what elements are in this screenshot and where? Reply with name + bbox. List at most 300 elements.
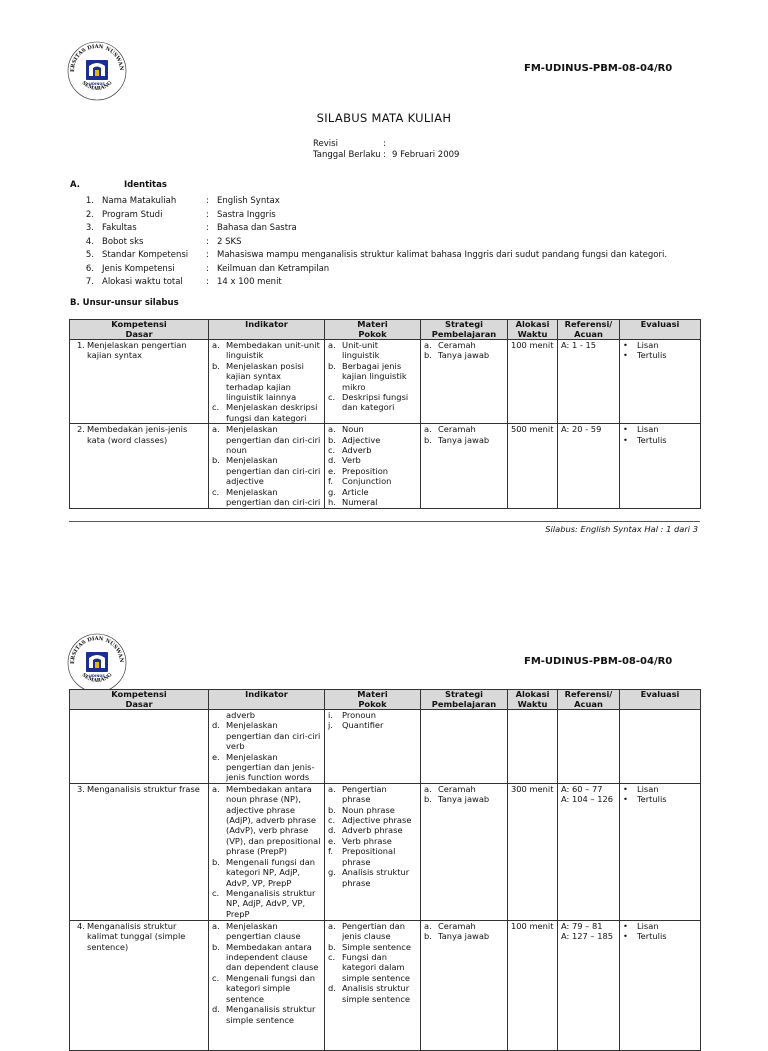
list-text: Ceramah [438, 783, 476, 794]
strategi-cell [421, 920, 508, 1050]
revisi-sep: : [383, 139, 386, 149]
list-text: Preposition [342, 465, 389, 476]
list-text: Adjective phrase [342, 815, 412, 826]
document-number: FM-UDINUS-PBM-08-04/R0 [524, 63, 673, 74]
identitas-label: Standar Kompetensi [102, 250, 189, 260]
svg-text:UDINUS: UDINUS [89, 82, 105, 86]
list-text: Tertulis [637, 931, 667, 942]
evaluasi-cell [620, 340, 701, 424]
header-text: Materi [357, 319, 388, 329]
indikator-continued: adverb [226, 710, 256, 720]
header-text: Indikator [245, 319, 288, 329]
list-text: Fungsi dan kategori dalam simple sentence [342, 952, 410, 983]
list-text: Lisan [637, 920, 659, 931]
kompetensi-cell [70, 424, 209, 508]
table-header-row [70, 690, 701, 710]
list-item [328, 340, 417, 361]
identitas-sep: : [206, 223, 209, 233]
list-text: Quantifier [342, 720, 384, 731]
list-text: Noun [342, 424, 364, 435]
list-text: Menganalisis struktur simple sentence [226, 1004, 316, 1025]
evaluasi-cell [620, 424, 701, 508]
list-text: Pengertian phrase [342, 783, 387, 805]
list-text: Analisis struktur simple sentence [342, 983, 410, 1004]
kompetensi-number: 4. [77, 920, 85, 931]
list-text: Verb phrase [342, 835, 392, 846]
kompetensi-item [73, 921, 205, 952]
header-text: Evaluasi [640, 319, 680, 329]
tanggal-sep: : [383, 150, 386, 160]
identitas-value: 2 SKS [217, 236, 242, 247]
bullet-icon: • [623, 920, 628, 931]
svg-text:UDINUS: UDINUS [89, 674, 105, 678]
list-item [328, 466, 417, 476]
list-text: Menjelaskan pengertian dan ciri-ciri [226, 486, 321, 508]
indikator-list [212, 424, 321, 507]
list-text: Tertulis [637, 350, 667, 361]
alokasi-cell: 100 menit [508, 920, 558, 1050]
list-marker: g. [328, 867, 336, 878]
bullet-icon: • [623, 350, 628, 361]
list-item [212, 857, 321, 888]
referensi-cell [558, 424, 620, 508]
identitas-value: English Syntax [217, 196, 280, 206]
list-marker: c. [328, 815, 336, 826]
list-text: Menjelaskan pengertian dan ciri-ciri adjective [226, 455, 321, 487]
referensi-entry: A: 60 – 77 [561, 783, 603, 794]
materi-list [328, 921, 417, 1004]
list-item [328, 846, 417, 867]
list-marker: a. [212, 424, 220, 435]
evaluasi-list [623, 340, 697, 361]
tanggal-line [313, 149, 459, 161]
list-item [328, 392, 417, 413]
list-marker: a. [212, 783, 220, 794]
revisi-label: Revisi [313, 139, 338, 149]
list-marker: a. [424, 424, 432, 435]
table-header-cell [325, 320, 421, 340]
identitas-sep: : [206, 236, 209, 247]
identitas-sep: : [206, 277, 209, 287]
kompetensi-cell [70, 783, 209, 920]
materi-cell [325, 424, 421, 508]
kompetensi-cell [70, 710, 209, 784]
list-item [212, 942, 321, 973]
list-marker: b. [328, 434, 336, 445]
list-item [328, 805, 417, 815]
header-text: Alokasi [515, 689, 550, 699]
svg-text:SEMARANG: SEMARANG [80, 672, 114, 684]
identitas-label: Bobot sks [102, 236, 144, 247]
list-marker: a. [212, 340, 220, 350]
identitas-number: 2. [85, 209, 94, 220]
header-text: Acuan [574, 328, 603, 339]
list-marker: b. [328, 360, 336, 371]
list-marker: d. [328, 825, 336, 836]
list-text: Simple sentence [342, 941, 411, 952]
header-text: Waktu [517, 328, 548, 339]
kompetensi-number: 1. [77, 340, 85, 350]
list-marker: f. [328, 846, 333, 857]
identitas-number: 7. [85, 277, 94, 287]
list-marker: a. [328, 424, 336, 435]
header-text: Referensi/ [564, 319, 613, 329]
identitas-value: Keilmuan dan Ketrampilan [217, 263, 330, 274]
header-text: Kompetensi [111, 689, 167, 699]
list-item [623, 784, 697, 794]
list-marker: e. [328, 835, 336, 846]
list-item [328, 487, 417, 497]
list-text: Tanya jawab [438, 931, 490, 942]
kompetensi-item [73, 784, 205, 794]
identitas-number: 3. [85, 223, 94, 233]
indikator-cell [209, 340, 325, 424]
list-item [424, 794, 504, 804]
identitas-label: Jenis Kompetensi [102, 263, 175, 274]
table-header-cell [209, 320, 325, 340]
list-text: Unit-unit linguistik [342, 340, 380, 361]
identitas-label: Alokasi waktu total [102, 277, 183, 287]
list-item [328, 983, 417, 1004]
table-header-cell [421, 320, 508, 340]
indikator-list [212, 340, 321, 423]
header-text: Strategi [444, 689, 483, 699]
list-text: Mengenali fungsi dan kategori NP, AdjP, AdvP, VP, PrepP [226, 856, 316, 888]
kompetensi-item [73, 424, 205, 445]
table-row [70, 920, 701, 1050]
list-marker: a. [424, 920, 432, 931]
list-text: Prepositional phrase [342, 846, 396, 867]
identitas-row [70, 249, 710, 262]
udinus-logo [66, 40, 128, 102]
bullet-icon: • [623, 340, 628, 350]
list-item [328, 476, 417, 486]
table-header-cell [620, 690, 701, 710]
list-marker: b. [212, 455, 220, 466]
alokasi-cell [508, 710, 558, 784]
list-marker: b. [212, 941, 220, 952]
kompetensi-text: Membedakan jenis-jenis kata (word classes) [87, 424, 188, 445]
list-marker: c. [328, 952, 336, 963]
materi-list [328, 784, 417, 888]
list-marker: b. [424, 350, 432, 361]
bullet-icon: • [623, 434, 628, 445]
list-text: Adjective [342, 434, 381, 445]
list-item [424, 350, 504, 360]
list-text: Berbagai jenis kajian linguistik mikro [342, 360, 407, 392]
list-text: Article [342, 486, 369, 497]
list-item [328, 435, 417, 445]
list-item [212, 1004, 321, 1025]
evaluasi-list [623, 784, 697, 805]
kompetensi-number: 2. [77, 424, 85, 435]
table-row [70, 710, 701, 784]
list-marker: b. [424, 931, 432, 942]
list-marker: a. [328, 340, 336, 350]
indikator-list [212, 784, 321, 919]
list-marker: j. [328, 720, 333, 731]
list-marker: a. [424, 783, 432, 794]
referensi-entry: A: 127 – 185 [561, 931, 614, 942]
list-item [212, 784, 321, 857]
table-header-row [70, 320, 701, 340]
list-text: Menjelaskan deskripsi fungsi dan kategori [226, 402, 318, 423]
list-marker: c. [328, 392, 336, 403]
table-header-cell [325, 690, 421, 710]
list-item [328, 497, 417, 507]
table-header-cell [558, 320, 620, 340]
list-text: Lisan [637, 783, 659, 794]
kompetensi-number: 3. [77, 783, 85, 794]
table-header-cell [209, 690, 325, 710]
list-marker: a. [328, 920, 336, 931]
list-item [328, 921, 417, 942]
list-item [623, 435, 697, 445]
list-item [212, 424, 321, 455]
header-text: Dasar [125, 328, 153, 339]
list-item [623, 350, 697, 360]
list-item [328, 867, 417, 888]
list-marker: b. [212, 360, 220, 371]
identitas-number: 4. [85, 236, 94, 247]
identitas-value: Mahasiswa mampu menganalisis struktur kalimat bahasa Inggris dari sudut pandang fungsi dan kategori. [217, 250, 668, 260]
list-text: Membedakan antara independent clause dan dependent clause [226, 941, 319, 973]
list-text: Conjunction [342, 476, 392, 487]
indikator-cell [209, 710, 325, 784]
list-marker: a. [328, 783, 336, 794]
identitas-label: Program Studi [102, 209, 163, 220]
header-text: Pokok [358, 328, 387, 339]
list-marker: d. [328, 983, 336, 994]
list-marker: e. [212, 751, 220, 762]
referensi-entry: A: 79 – 81 [561, 920, 603, 931]
list-text: Noun phrase [342, 804, 395, 815]
referensi-cell [558, 340, 620, 424]
indikator-list [212, 921, 321, 1025]
header-text: Evaluasi [640, 689, 680, 699]
materi-cell [325, 920, 421, 1050]
alokasi-cell: 500 menit [508, 424, 558, 508]
header-text: Waktu [517, 698, 548, 709]
tanggal-value: 9 Februari 2009 [392, 150, 460, 160]
page-footer: Silabus: English Syntax Hal : 1 dari 3 [545, 524, 698, 534]
list-text: Membedakan unit-unit linguistik [226, 340, 320, 361]
evaluasi-cell [620, 783, 701, 920]
identitas-number: 5. [85, 250, 94, 260]
svg-text:SEMARANG: SEMARANG [80, 80, 114, 92]
table-header-cell [558, 690, 620, 710]
list-text: Ceramah [438, 920, 476, 931]
list-marker: h. [328, 497, 336, 508]
referensi-cell [558, 710, 620, 784]
list-text: Adverb [342, 445, 372, 456]
bullet-icon: • [623, 931, 628, 942]
list-marker: d. [212, 1004, 220, 1015]
kompetensi-text: Menjelaskan pengertian kajian syntax [87, 340, 187, 361]
header-text: Pembelajaran [431, 698, 497, 709]
list-marker: a. [424, 340, 432, 350]
list-item [328, 836, 417, 846]
identitas-sep: : [206, 263, 209, 274]
list-text: Tertulis [637, 794, 667, 805]
strategi-cell [421, 710, 508, 784]
document-number-page-2: FM-UDINUS-PBM-08-04/R0 [524, 656, 673, 667]
identitas-sep: : [206, 196, 209, 206]
identitas-row [70, 263, 710, 276]
table-header-cell [508, 320, 558, 340]
kompetensi-item [73, 340, 205, 361]
list-marker: c. [212, 972, 220, 983]
table-header-cell [70, 320, 209, 340]
list-text: Menjelaskan pengertian dan ciri-ciri verb [226, 720, 321, 752]
identitas-row [70, 195, 710, 208]
list-item [424, 931, 504, 941]
list-text: Numeral [342, 497, 378, 508]
list-item [623, 340, 697, 350]
materi-list [328, 710, 417, 731]
evaluasi-list [623, 424, 697, 445]
list-marker: c. [212, 402, 220, 413]
list-item [328, 720, 417, 730]
list-marker: b. [424, 434, 432, 445]
identitas-value: Sastra Inggris [217, 209, 276, 220]
list-item [424, 921, 504, 931]
list-text: Menjelaskan pengertian dan jenis-jenis function words [226, 751, 315, 783]
identitas-number: 6. [85, 263, 94, 274]
identitas-sep: : [206, 209, 209, 220]
header-text: Pokok [358, 698, 387, 709]
list-marker: b. [328, 941, 336, 952]
alokasi-cell: 300 menit [508, 783, 558, 920]
strategi-cell [421, 424, 508, 508]
strategi-list [424, 784, 504, 805]
indikator-list [212, 720, 321, 782]
strategi-cell [421, 340, 508, 424]
list-item [623, 921, 697, 931]
materi-cell [325, 783, 421, 920]
kompetensi-text: Menganalisis struktur frase [87, 783, 200, 794]
list-marker: f. [328, 476, 333, 487]
silabus-table-page-1 [69, 319, 701, 509]
referensi-cell [558, 920, 620, 1050]
list-marker: g. [328, 486, 336, 497]
list-item [212, 340, 321, 361]
list-text: Menjelaskan posisi kajian syntax terhadap kajian linguistik lainnya [226, 360, 304, 403]
identitas-label: Nama Matakuliah [102, 196, 177, 206]
header-text: Strategi [444, 319, 483, 329]
list-item [212, 973, 321, 1004]
section-a-heading [70, 180, 167, 190]
identitas-row [70, 276, 710, 289]
list-text: Ceramah [438, 424, 476, 435]
evaluasi-cell [620, 920, 701, 1050]
list-item [328, 445, 417, 455]
header-text: Pembelajaran [431, 328, 497, 339]
evaluasi-cell [620, 710, 701, 784]
list-item [212, 752, 321, 783]
tanggal-label: Tanggal Berlaku [313, 150, 381, 160]
identitas-row [70, 209, 710, 222]
list-text: Tanya jawab [438, 350, 490, 361]
list-item [328, 825, 417, 835]
table-row [70, 783, 701, 920]
list-text: Menjelaskan pengertian clause [226, 920, 301, 942]
list-text: Pengertian dan jenis clause [342, 920, 406, 942]
header-text: Indikator [245, 689, 288, 699]
indikator-cell [209, 783, 325, 920]
list-item [424, 424, 504, 434]
header-text: Materi [357, 689, 388, 699]
identitas-sep: : [206, 250, 209, 260]
list-item [328, 455, 417, 465]
strategi-cell [421, 783, 508, 920]
list-item [328, 942, 417, 952]
alokasi-cell: 100 menit [508, 340, 558, 424]
list-item [328, 424, 417, 434]
kompetensi-cell [70, 920, 209, 1050]
list-marker: c. [328, 445, 336, 456]
list-text: Adverb phrase [342, 825, 403, 836]
list-item [424, 784, 504, 794]
list-text: Deskripsi fungsi dan kategori [342, 392, 409, 413]
bullet-icon: • [623, 783, 628, 794]
udinus-logo-page-2 [66, 632, 128, 694]
list-item [212, 921, 321, 942]
list-text: Ceramah [438, 340, 476, 350]
referensi-cell [558, 783, 620, 920]
list-text: Menjelaskan pengertian dan ciri-ciri noun [226, 424, 321, 456]
identitas-value: Bahasa dan Sastra [217, 223, 297, 233]
referensi-entry: A: 20 - 59 [561, 424, 602, 435]
list-text: Membedakan antara noun phrase (NP), adjective phrase (AdjP), adverb phrase (AdvP), verb phrase (VP), dan prepositional phrase (PrepP) [226, 783, 321, 857]
list-item [212, 487, 321, 508]
list-item [424, 340, 504, 350]
list-text: Menganalisis struktur NP, AdjP, AdvP, VP, PrepP [226, 887, 316, 919]
list-text: Lisan [637, 424, 659, 435]
table-header-cell [70, 690, 209, 710]
list-item [328, 815, 417, 825]
indikator-cell [209, 920, 325, 1050]
indikator-cell [209, 424, 325, 508]
list-item [623, 931, 697, 941]
list-item [623, 794, 697, 804]
list-marker: e. [328, 465, 336, 476]
bullet-icon: • [623, 424, 628, 435]
list-text: Tanya jawab [438, 434, 490, 445]
list-text: Verb [342, 455, 361, 466]
list-marker: c. [212, 486, 220, 497]
header-text: Alokasi [515, 319, 550, 329]
list-text: Tanya jawab [438, 794, 490, 805]
identitas-row [70, 236, 710, 249]
list-text: Lisan [637, 340, 659, 350]
section-a-letter: A. [70, 180, 80, 190]
header-text: Dasar [125, 698, 153, 709]
table-header-cell [620, 320, 701, 340]
list-item [212, 455, 321, 486]
section-a-title: Identitas [124, 180, 167, 190]
header-text: Kompetensi [111, 319, 167, 329]
svg-text:UNIVERSITAS DIAN NUSWANTORO: ERSITAS DIAN NUSWAN [69, 635, 125, 665]
materi-cell [325, 710, 421, 784]
table-row [70, 340, 701, 424]
footer-divider [69, 521, 700, 522]
list-item [212, 888, 321, 919]
list-item [212, 720, 321, 751]
identitas-label: Fakultas [102, 223, 137, 233]
list-item [328, 784, 417, 805]
table-header-cell [508, 690, 558, 710]
